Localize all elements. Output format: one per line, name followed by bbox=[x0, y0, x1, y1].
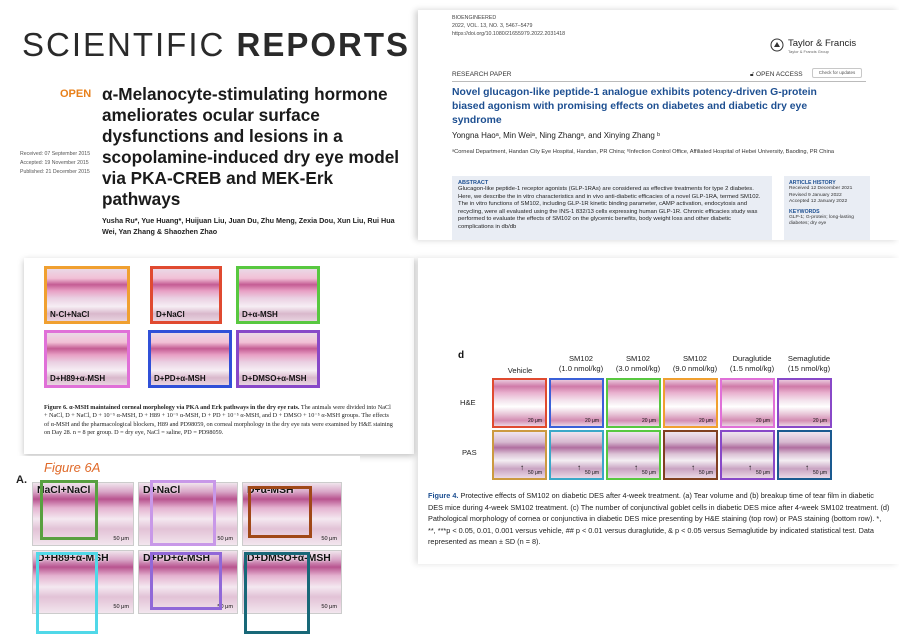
publisher-sub: Taylor & Francis Group bbox=[788, 49, 829, 54]
col-dose: (1.5 nmol/kg) bbox=[729, 364, 775, 373]
scale-bar-label: 20 μm bbox=[585, 418, 599, 424]
he-tile bbox=[777, 378, 832, 428]
figure4-caption bbox=[428, 490, 890, 548]
figure6-tile bbox=[148, 330, 232, 388]
logo-left: SCIENTIFIC bbox=[22, 26, 226, 63]
author-list: Yongna Haoᵃ, Min Weiᵃ, Ning Zhangᵃ, and Xinying Zhang ᵇ bbox=[452, 131, 661, 140]
figure4-caption-text: Protective effects of SM102 on diabetic DES after 4-week treatment. (a) Tear volume and (b) breakup time of tear film in diabetic DES mice during 4-week SM102 treatment. (c) The number of conjunctival goblet cells in diabetic DES mice after 4-week SM102 treatment. (d) Pathological morphology of cornea or conjunctiva in diabetic DES mice presenting by H&E staining (top row) or PAS staining (bottom row). *, **, ***p < 0.05, 0.01, 0.001 versus vehicle, ## p < 0.01 versus duraglutide, & p < 0.05 versus Semaglutide by indicated statistical test. Data represented as mean ± SD (n = 8). bbox=[428, 491, 890, 547]
figure6a-tile-label: D+α-MSH bbox=[247, 485, 294, 496]
row-label-he: H&E bbox=[460, 398, 476, 407]
figure6-caption bbox=[44, 404, 394, 438]
scale-bar-label: 20 μm bbox=[756, 418, 770, 424]
col-name: Duraglutide bbox=[732, 354, 772, 363]
pas-tile bbox=[663, 430, 718, 480]
open-access-text: OPEN ACCESS bbox=[756, 71, 803, 78]
author-list: Yusha Ru*, Yue Huang*, Huijuan Liu, Juan Du, Zhu Meng, Zexia Dou, Xun Liu, Rui Hua Wei, Yan Zhang & Shaozhen Zhao bbox=[102, 216, 395, 236]
he-tile bbox=[492, 378, 547, 428]
open-lock-icon: 🔓︎ bbox=[750, 71, 757, 78]
scale-bar-label: 50 μm bbox=[699, 470, 713, 476]
he-tile bbox=[549, 378, 604, 428]
figure6a-panel bbox=[0, 456, 360, 639]
pas-tile bbox=[777, 430, 832, 480]
affiliations: ᵃCorneal Department, Handan City Eye Hospital, Handan, PR China; ᵇInfection Control Office, Affiliated Hospital of Hebei University, Baoding, PR China bbox=[452, 149, 835, 155]
goblet-cell-arrow-icon: ↑ bbox=[577, 463, 581, 472]
journal-info bbox=[452, 14, 565, 38]
highlight-box bbox=[40, 480, 98, 540]
figure6-tile bbox=[44, 330, 130, 388]
article-title: Novel glucagon-like peptide-1 analogue exhibits potency-driven G-protein biased agonism with promising effects on diabetes and diabetic dry eye syndrome bbox=[452, 87, 817, 126]
doi-link[interactable]: https://doi.org/10.1080/21655979.2022.2031418 bbox=[452, 31, 566, 37]
scale-bar-label: 50 μm bbox=[113, 604, 129, 610]
highlight-box bbox=[36, 552, 98, 634]
column-header-semaglutide bbox=[774, 354, 844, 374]
keywords-text: GLP-1; G-protein; long-lasting diabetes; dry eye bbox=[789, 215, 854, 227]
scientific-reports-panel bbox=[0, 0, 410, 240]
pas-tile bbox=[492, 430, 547, 480]
history-revised: Revised 9 January 2022 bbox=[789, 192, 842, 198]
pas-tile bbox=[549, 430, 604, 480]
journal-logo bbox=[22, 26, 410, 64]
pas-tile bbox=[606, 430, 661, 480]
received-date: Received: 07 September 2015 bbox=[20, 151, 91, 157]
he-tile bbox=[720, 378, 775, 428]
scale-bar-label: 50 μm bbox=[321, 536, 337, 542]
figure6-image-grid bbox=[44, 266, 404, 384]
col-dose: (3.0 nmol/kg) bbox=[615, 364, 661, 373]
published-date: Published: 21 December 2015 bbox=[20, 169, 90, 175]
goblet-cell-arrow-icon: ↑ bbox=[634, 463, 638, 472]
scale-bar-label: 50 μm bbox=[217, 536, 233, 542]
figure6a-heading: Figure 6A bbox=[44, 460, 101, 475]
abstract-box bbox=[452, 176, 772, 240]
figure4-panel bbox=[418, 258, 899, 564]
paper-type: RESEARCH PAPER bbox=[452, 71, 512, 78]
goblet-cell-arrow-icon: ↑ bbox=[520, 463, 524, 472]
figure6a-tile-label: NaCl+NaCl bbox=[37, 485, 91, 496]
header-divider bbox=[452, 81, 866, 82]
scale-bar-label: 20 μm bbox=[528, 418, 542, 424]
figure6-tile bbox=[150, 266, 222, 324]
col-name: SM102 bbox=[568, 354, 594, 363]
figure6-tile bbox=[236, 330, 320, 388]
figure6-panel bbox=[24, 258, 414, 454]
publisher-logo bbox=[770, 38, 870, 54]
open-access-label: OPEN bbox=[60, 88, 92, 100]
figure6a-panel-letter: A. bbox=[16, 474, 27, 486]
figure6a-tile-label: D+NaCl bbox=[143, 485, 181, 496]
figure6-caption-text: The animals were divided into NaCl + NaCl, D + NaCl, D + 10⁻⁵ α-MSH, D + H89 + 10⁻⁵ α-MSH, D + PD + 10⁻⁵ α-MSH, and D + DMSO + 10⁻⁵ α-MSH groups. The effects of α-MSH and the pharmacological blockers, H89 and PD98059, on corneal morphology in the dry eye rats were examined by H&E staining on Day 28. n = 8 per group. D = dry eye, NaCl = saline, PD = PD98059. bbox=[44, 404, 393, 437]
highlight-box bbox=[248, 486, 312, 538]
scale-bar-label: 50 μm bbox=[585, 470, 599, 476]
col-name: SM102 bbox=[625, 354, 651, 363]
goblet-cell-arrow-icon: ↑ bbox=[748, 463, 752, 472]
scale-bar-label: 50 μm bbox=[813, 470, 827, 476]
publisher-name: Taylor & Francis bbox=[788, 38, 857, 49]
goblet-cell-arrow-icon: ↑ bbox=[691, 463, 695, 472]
journal-name: BIOENGINEERED bbox=[452, 15, 497, 21]
history-heading: ARTICLE HISTORY bbox=[789, 180, 836, 186]
scale-bar-label: 50 μm bbox=[642, 470, 656, 476]
figure6-tile-label: D+DMSO+α-MSH bbox=[242, 374, 307, 383]
open-access-badge bbox=[750, 71, 803, 79]
article-title: α-Melanocyte-stimulating hormone ameliorates ocular surface dysfunctions and lesions in a scopolamine-induced dry eye model via PKA-CREB and MEK-Erk pathways bbox=[102, 84, 400, 209]
article-dates bbox=[20, 150, 98, 177]
col-name: SM102 bbox=[682, 354, 708, 363]
goblet-cell-arrow-icon: ↑ bbox=[805, 463, 809, 472]
figure6-tile-label: D+PD+α-MSH bbox=[154, 374, 206, 383]
figure6a-tile-label: D+PD+α-MSH bbox=[143, 553, 211, 564]
figure6-tile bbox=[236, 266, 320, 324]
accepted-date: Accepted: 19 November 2015 bbox=[20, 160, 89, 166]
figure6a-tile-label: D+DMSO+α-MSH bbox=[247, 553, 331, 564]
scale-bar-label: 50 μm bbox=[756, 470, 770, 476]
scale-bar-label: 50 μm bbox=[321, 604, 337, 610]
col-dose: (15 nmol/kg) bbox=[787, 364, 831, 373]
col-name: Vehicle bbox=[507, 366, 533, 375]
figure4-caption-label: Figure 4. bbox=[428, 491, 459, 500]
pas-tile bbox=[720, 430, 775, 480]
history-received: Received 12 December 2021 bbox=[789, 186, 853, 192]
figure6-tile-label: N-Cl+NaCl bbox=[50, 310, 90, 319]
figure6-tile-label: D+α-MSH bbox=[242, 310, 278, 319]
figure6-tile bbox=[44, 266, 130, 324]
highlight-box bbox=[150, 552, 222, 610]
keywords-heading: KEYWORDS bbox=[789, 208, 820, 215]
figure6-caption-title: Figure 6. α-MSH maintained corneal morphology via PKA and Erk pathways in the dry eye rats. bbox=[44, 404, 300, 411]
history-accepted: Accepted 12 January 2022 bbox=[789, 199, 848, 205]
highlight-box bbox=[244, 552, 310, 634]
highlight-box bbox=[150, 480, 216, 546]
abstract-text: Glucagon-like peptide-1 receptor agonists (GLP-1RAs) are considered as effective treatments for type 2 diabetes. Here, we describe the in vitro characteristics and in vivo anti-diabetic efficacies of a novel GLP-1RA, termed SM102. The in vitro functions of SM102, including GLP-1R kinetic binding parameter, cAMP activation, endocytosis and recycling, were all evaluated using the INS-1 832/13 cells expressing human GLP-1R. Chronic efficacies study was performed to evaluate the effects of SM102 on the glycemic benefits, body weight loss and other diabetic complications in db/db bbox=[458, 186, 761, 230]
column-header-vehicle bbox=[490, 366, 550, 376]
scale-bar-label: 20 μm bbox=[699, 418, 713, 424]
figure6-tile-label: D+NaCl bbox=[156, 310, 185, 319]
scale-bar-label: 20 μm bbox=[813, 418, 827, 424]
col-dose: (9.0 nmol/kg) bbox=[672, 364, 718, 373]
figure4-panel-letter: d bbox=[458, 350, 465, 361]
figure6a-tile-label: D+H89+α-MSH bbox=[37, 553, 109, 564]
check-updates-button[interactable]: Check for updates bbox=[812, 68, 862, 78]
he-tile bbox=[663, 378, 718, 428]
logo-right: REPORTS bbox=[236, 26, 410, 63]
col-name: Semaglutide bbox=[787, 354, 831, 363]
publisher-icon bbox=[770, 38, 784, 52]
bioengineered-panel bbox=[418, 10, 899, 240]
col-dose: (1.0 nmol/kg) bbox=[558, 364, 604, 373]
scale-bar-label: 50 μm bbox=[217, 604, 233, 610]
scale-bar-label: 50 μm bbox=[528, 470, 542, 476]
journal-volume: 2022, VOL. 13, NO. 3, 5467–5479 bbox=[452, 23, 533, 29]
abstract-heading: ABSTRACT bbox=[458, 180, 489, 186]
figure6-tile-label: D+H89+α-MSH bbox=[50, 374, 106, 383]
article-history-box bbox=[784, 176, 870, 240]
scale-bar-label: 20 μm bbox=[642, 418, 656, 424]
row-label-pas: PAS bbox=[462, 448, 477, 457]
scale-bar-label: 50 μm bbox=[113, 536, 129, 542]
he-tile bbox=[606, 378, 661, 428]
